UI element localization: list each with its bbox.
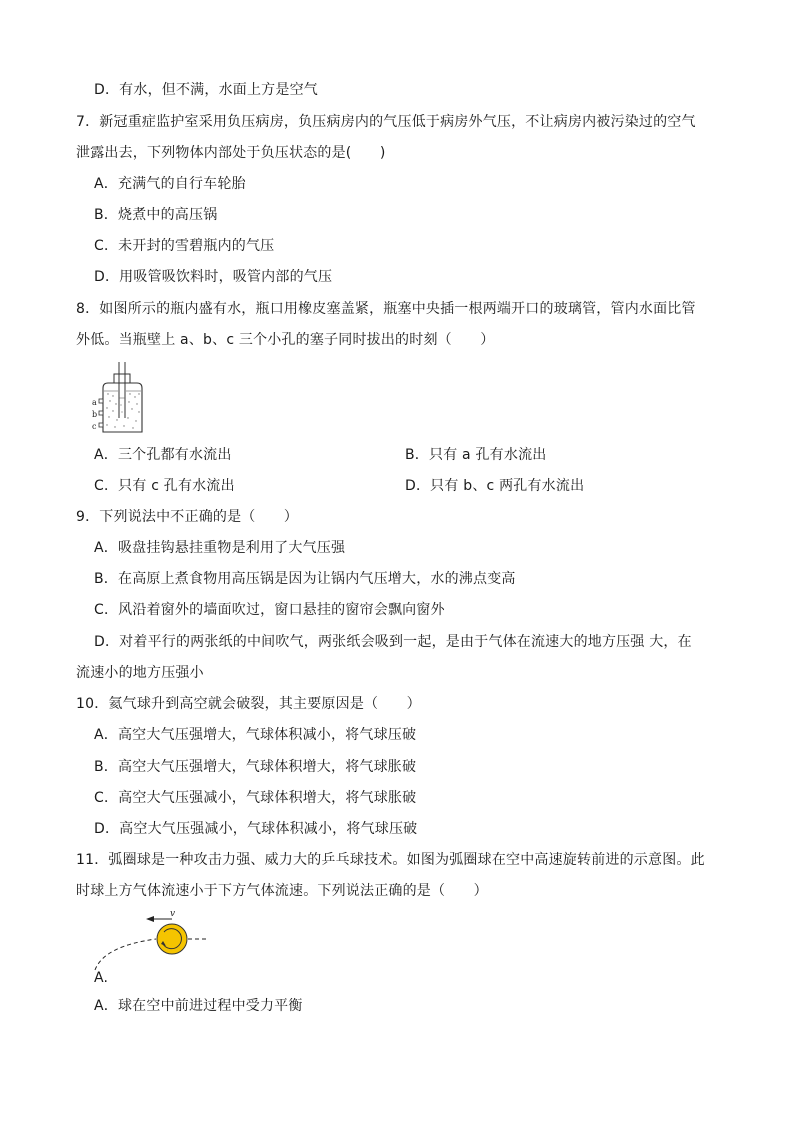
q9-option-d-cont: 流速小的地方压强小 — [76, 665, 204, 681]
q9-option-b: B．在高原上煮食物用高压锅是因为让锅内气压增大，水的沸点变高 — [94, 571, 516, 587]
q9-option-a: A．吸盘挂钩悬挂重物是利用了大气压强 — [94, 540, 346, 556]
q8-label-b: b — [92, 410, 98, 419]
q8-stem-line2: 外低。当瓶壁上 a、b、c 三个小孔的塞子同时拔出的时刻（ ） — [76, 332, 495, 348]
q7-option-b: B．烧煮中的高压锅 — [94, 207, 218, 223]
q8-stem-line1: 8．如图所示的瓶内盛有水，瓶口用橡皮塞盖紧，瓶塞中央插一根两端开口的玻璃管，管内水面比管 — [76, 301, 696, 317]
q10-option-a: A．高空大气压强增大，气球体积减小，将气球压破 — [94, 727, 417, 743]
q10-option-b: B．高空大气压强增大，气球体积增大，将气球胀破 — [94, 759, 417, 775]
q7-option-a: A．充满气的自行车轮胎 — [94, 176, 246, 192]
q7-option-d: D．用吸管吸饮料时，吸管内部的气压 — [94, 269, 333, 285]
q11-spin-ball-figure — [90, 908, 210, 972]
q11-option-a: A．球在空中前进过程中受力平衡 — [94, 998, 303, 1014]
q8-option-d: D．只有 b、c 两孔有水流出 — [405, 478, 585, 494]
q9-option-c: C．风沿着窗外的墙面吹过，窗口悬挂的窗帘会飘向窗外 — [94, 602, 445, 618]
q9-stem: 9．下列说法中不正确的是（ ） — [76, 509, 299, 525]
q10-option-c: C．高空大气压强减小，气球体积增大，将气球胀破 — [94, 790, 417, 806]
q10-stem: 10．氦气球升到高空就会破裂，其主要原因是（ ） — [76, 696, 421, 712]
q8-label-c: c — [92, 422, 97, 431]
q8-option-a: A．三个孔都有水流出 — [94, 447, 232, 463]
q11-figure-caption: A. — [94, 970, 109, 986]
q8-option-c: C．只有 c 孔有水流出 — [94, 478, 235, 494]
q9-option-d: D．对着平行的两张纸的中间吹气，两张纸会吸到一起，是由于气体在流速大的地方压强 大，在 — [94, 634, 692, 650]
q11-stem-line2: 时球上方气体流速小于下方气体流速。下列说法正确的是（ ） — [76, 883, 488, 899]
q7-stem-line1: 7．新冠重症监护室采用负压病房，负压病房内的气压低于病房外气压，不让病房内被污染过的空气 — [76, 114, 696, 130]
q11-velocity-label: v — [170, 909, 176, 919]
q10-option-d: D．高空大气压强减小，气球体积减小，将气球压破 — [94, 821, 418, 837]
q6-option-d: D．有水，但不满，水面上方是空气 — [94, 82, 318, 98]
q7-option-c: C．未开封的雪碧瓶内的气压 — [94, 238, 275, 254]
q7-stem-line2: 泄露出去，下列物体内部处于负压状态的是( ) — [76, 145, 386, 161]
q8-bottle-figure — [92, 360, 148, 436]
q8-option-b: B．只有 a 孔有水流出 — [405, 447, 547, 463]
q11-stem-line1: 11．弧圈球是一种攻击力强、威力大的乒乓球技术。如图为弧圈球在空中高速旋转前进的示意图。此 — [76, 852, 705, 868]
q8-label-a: a — [92, 398, 97, 407]
